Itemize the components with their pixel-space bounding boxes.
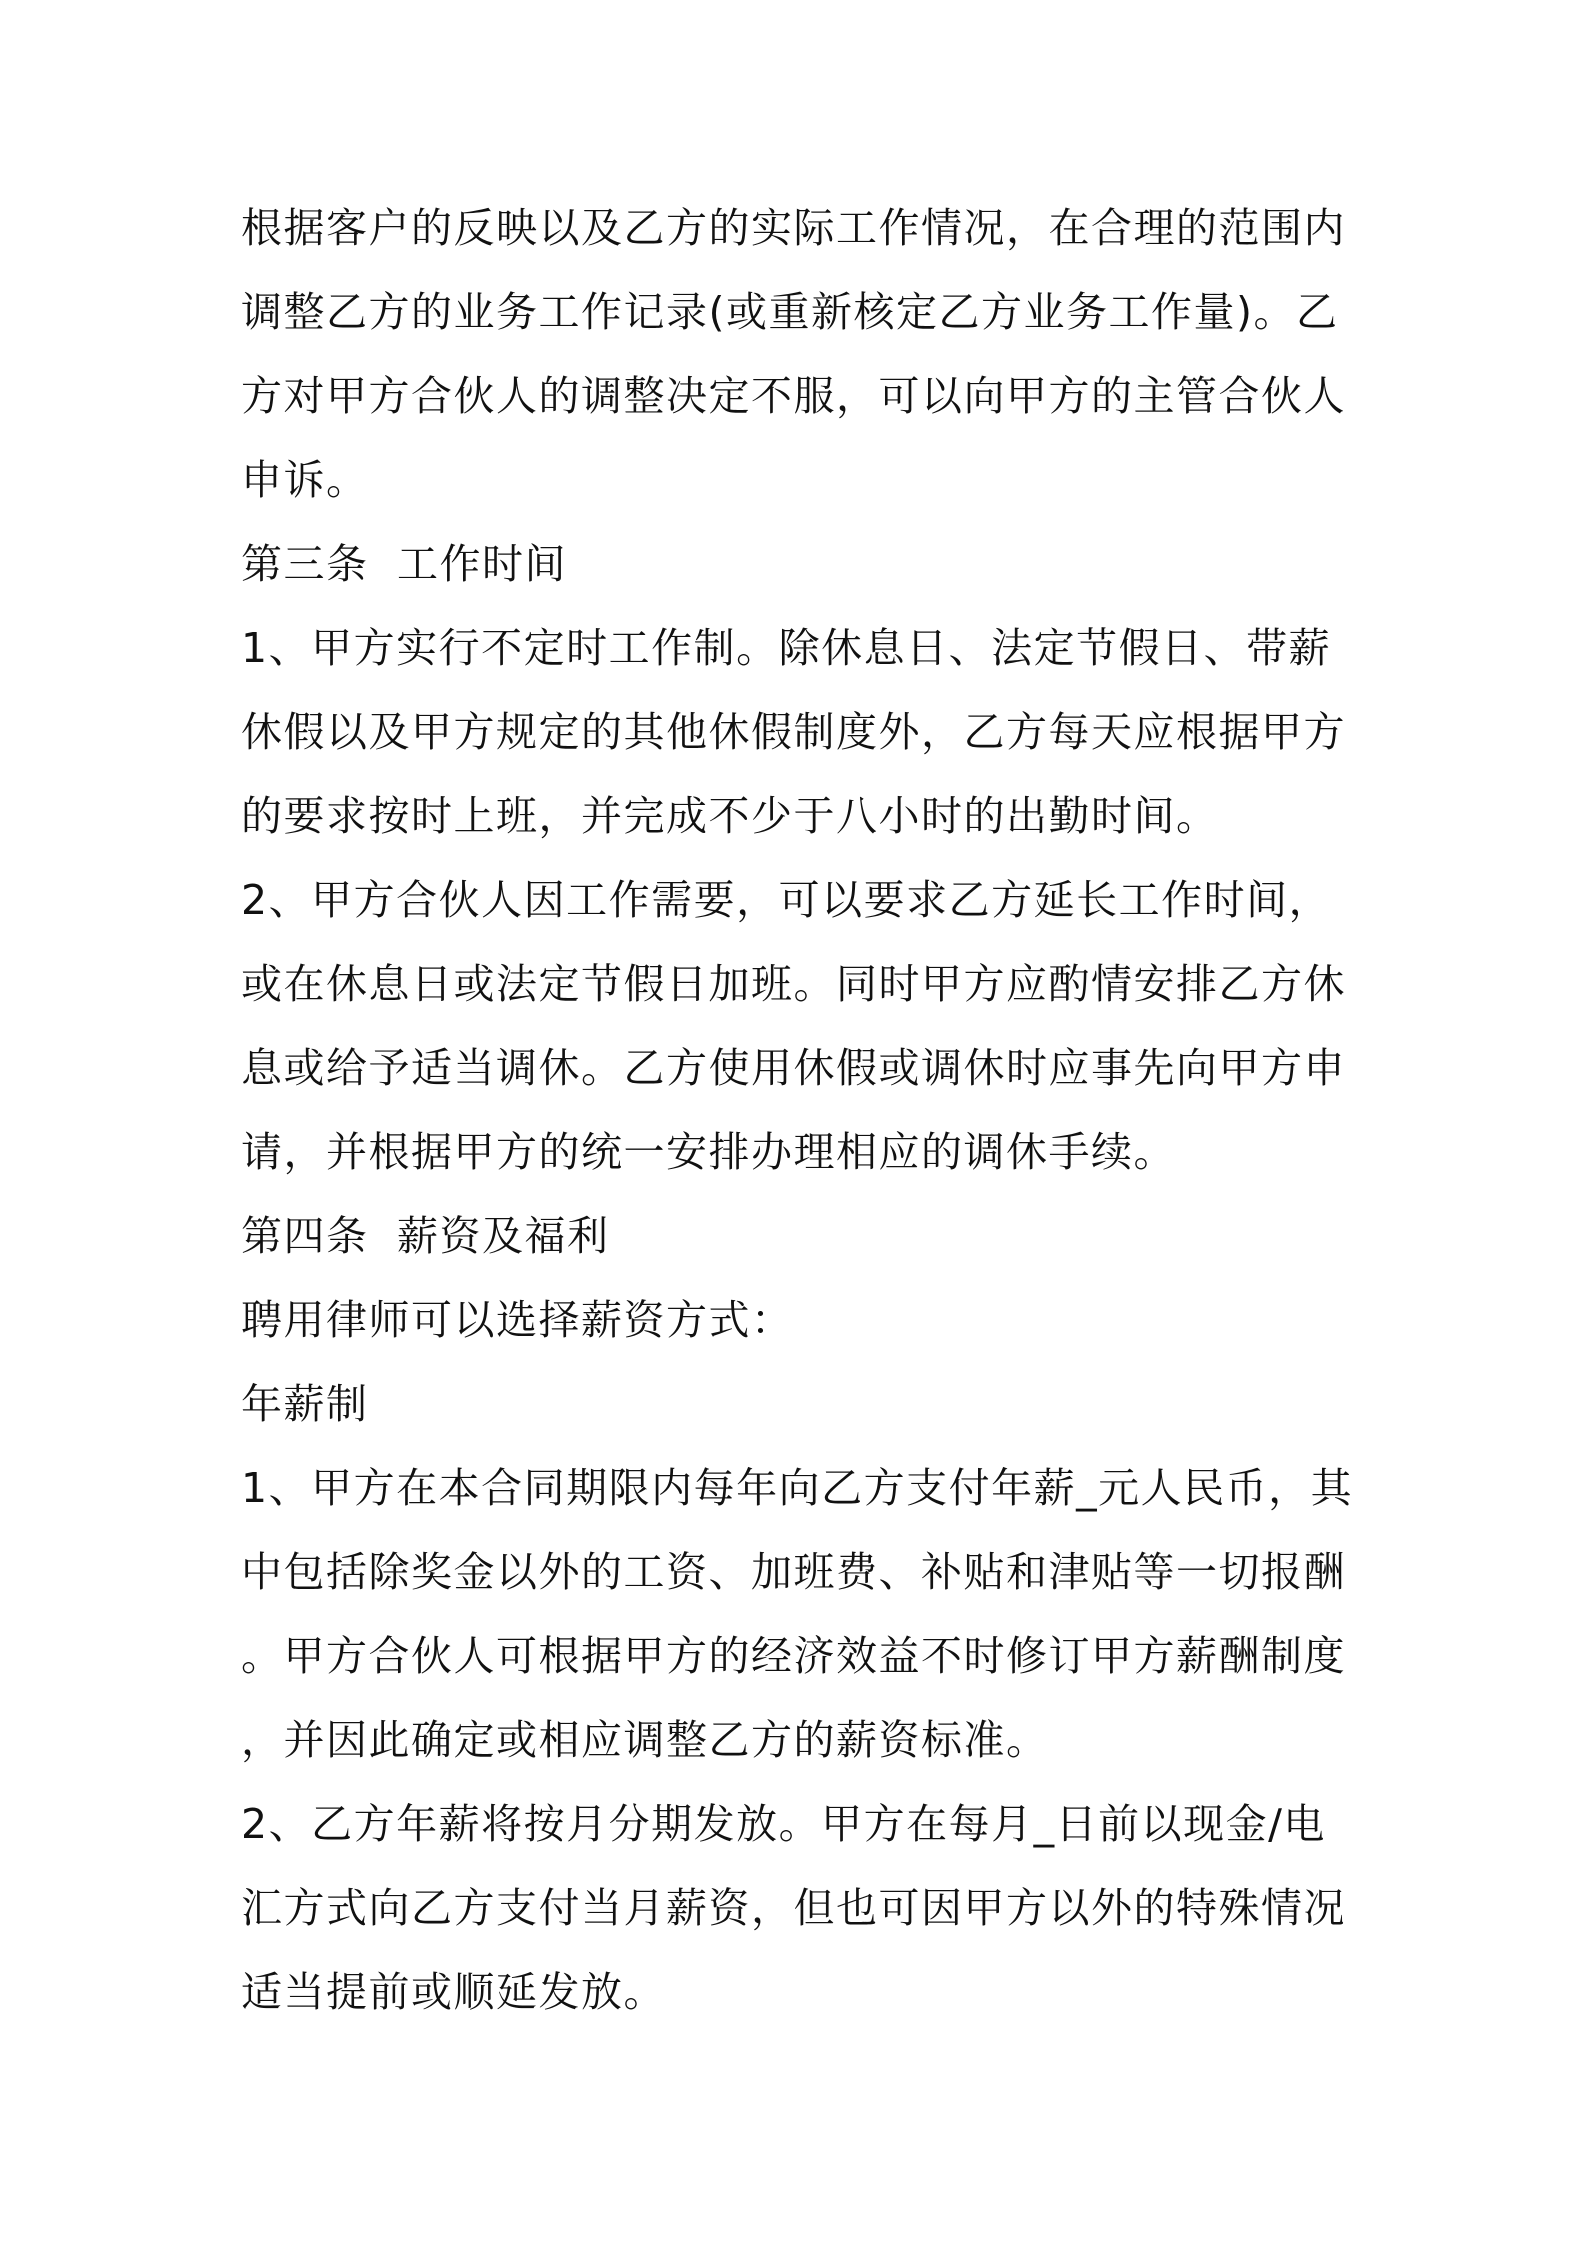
paragraph-line: 年薪制 [241, 1380, 369, 1428]
paragraph-line: 汇方式向乙方支付当月薪资，但也可因甲方以外的特殊情况 [241, 1884, 1346, 1932]
section-heading: 第三条 工作时间 [241, 540, 568, 588]
paragraph-line: 。甲方合伙人可根据甲方的经济效益不时修订甲方薪酬制度 [241, 1632, 1346, 1680]
paragraph-line: 根据客户的反映以及乙方的实际工作情况，在合理的范围内 [241, 204, 1346, 252]
paragraph-line: ，并因此确定或相应调整乙方的薪资标准。 [241, 1716, 1049, 1764]
paragraph-line: 休假以及甲方规定的其他休假制度外，乙方每天应根据甲方 [241, 708, 1346, 756]
paragraph-line: 中包括除奖金以外的工资、加班费、补贴和津贴等一切报酬 [241, 1548, 1346, 1596]
paragraph-line: 1、甲方在本合同期限内每年向乙方支付年薪_元人民币，其 [241, 1464, 1354, 1512]
paragraph-line: 或在休息日或法定节假日加班。同时甲方应酌情安排乙方休 [241, 960, 1346, 1008]
paragraph-line: 息或给予适当调休。乙方使用休假或调休时应事先向甲方申 [241, 1044, 1346, 1092]
paragraph-line: 2、甲方合伙人因工作需要，可以要求乙方延长工作时间， [241, 876, 1332, 924]
paragraph-line: 聘用律师可以选择薪资方式： [241, 1296, 794, 1344]
document-body [241, 186, 1361, 2034]
paragraph-line: 的要求按时上班，并完成不少于八小时的出勤时间。 [241, 792, 1219, 840]
paragraph-line: 适当提前或顺延发放。 [241, 1968, 666, 2016]
paragraph-line: 申诉。 [241, 456, 369, 504]
section-heading: 第四条 薪资及福利 [241, 1212, 610, 1260]
paragraph-line: 调整乙方的业务工作记录(或重新核定乙方业务工作量)。乙 [241, 288, 1339, 336]
paragraph-line: 方对甲方合伙人的调整决定不服，可以向甲方的主管合伙人 [241, 372, 1346, 420]
paragraph-line: 请，并根据甲方的统一安排办理相应的调休手续。 [241, 1128, 1176, 1176]
paragraph-line: 2、乙方年薪将按月分期发放。甲方在每月_日前以现金/电 [241, 1800, 1326, 1848]
paragraph-line: 1、甲方实行不定时工作制。除休息日、法定节假日、带薪 [241, 624, 1332, 672]
